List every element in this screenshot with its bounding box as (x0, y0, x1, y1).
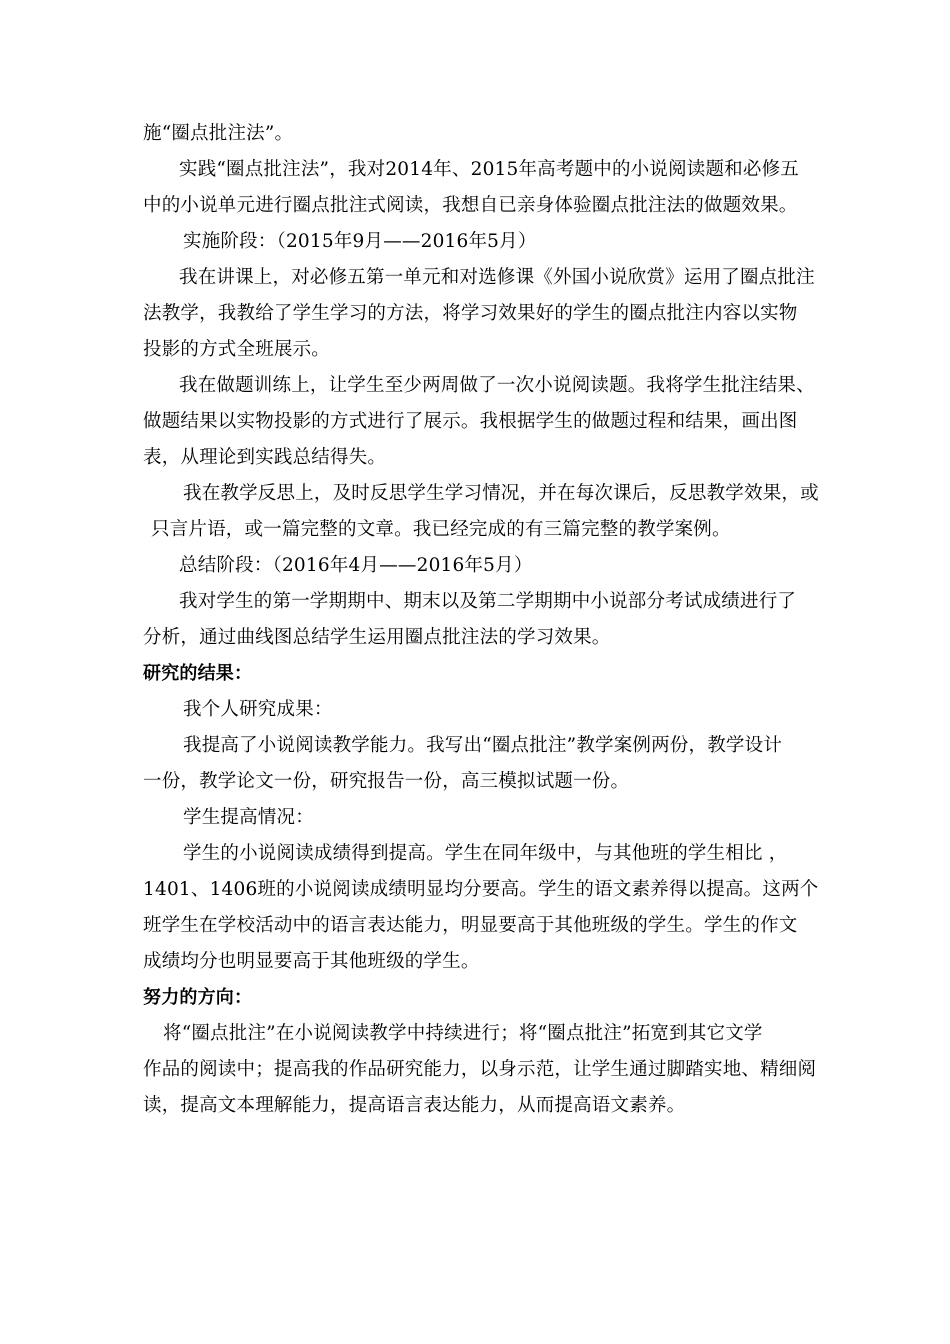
text-line: 1401、1406班的小说阅读成绩明显均分要高。学生的语文素养得以提高。这两个 (143, 879, 819, 900)
text-line: 法教学，我教给了学生学习的方法，将学习效果好的学生的圈点批注内容以实物 (143, 303, 798, 324)
section-heading-direction: 努力的方向： (143, 987, 253, 1008)
section-heading-results: 研究的结果： (143, 663, 253, 684)
text-line: 实践“圈点批注法”，我对2014年、2015年高考题中的小说阅读题和必修五 (179, 159, 799, 180)
text-line: 作品的阅读中；提高我的作品研究能力，以身示范，让学生通过脚踏实地、精细阅 (143, 1059, 817, 1080)
subheading-student-improvement: 学生提高情况： (183, 807, 314, 828)
text-line: 施“圈点批注法”。 (143, 123, 294, 144)
text-line: 我在教学反思上，及时反思学生学习情况，并在每次课后，反思教学效果，或 (183, 483, 819, 504)
text-line: 学生的小说阅读成绩得到提高。学生在同年级中，与其他班的学生相比 ， (183, 843, 788, 864)
text-line: 将“圈点批注”在小说阅读教学中持续进行；将“圈点批注”拓宽到其它文学 (163, 1023, 763, 1044)
text-line: 总结阶段：（2016年4月——2016年5月） (179, 555, 533, 576)
text-line: 只言片语，或一篇完整的文章。我已经完成的有三篇完整的教学案例。 (151, 519, 731, 540)
text-line: 成绩均分也明显要高于其他班级的学生。 (143, 951, 480, 972)
text-line: 中的小说单元进行圈点批注式阅读，我想自已亲身体验圈点批注法的做题效果。 (143, 195, 798, 216)
text-line: 做题结果以实物投影的方式进行了展示。我根据学生的做题过程和结果，画出图 (143, 411, 798, 432)
text-line: 我在做题训练上，让学生至少两周做了一次小说阅读题。我将学生批注结果、 (179, 375, 815, 396)
text-line: 实施阶段：（2015年9月——2016年5月） (183, 231, 537, 252)
text-line: 一份，教学论文一份，研究报告一份，高三模拟试题一份。 (143, 771, 630, 792)
subheading-personal-results: 我个人研究成果： (183, 699, 333, 720)
text-line: 表，从理论到实践总结得失。 (143, 447, 387, 468)
text-line: 我在讲课上，对必修五第一单元和对选修课《外国小说欣赏》运用了圈点批注 (179, 267, 815, 288)
text-line: 我提高了小说阅读教学能力。我写出“圈点批注”教学案例两份，教学设计 (183, 735, 783, 756)
text-line: 读，提高文本理解能力，提高语言表达能力，从而提高语文素养。 (143, 1095, 686, 1116)
document-body (143, 116, 823, 1124)
text-line: 班学生在学校活动中的语言表达能力，明显要高于其他班级的学生。学生的作文 (143, 915, 798, 936)
text-line: 分析，通过曲线图总结学生运用圈点批注法的学习效果。 (143, 627, 611, 648)
text-line: 投影的方式全班展示。 (143, 339, 331, 360)
text-line: 我对学生的第一学期期中、期末以及第二学期期中小说部分考试成绩进行了 (179, 591, 797, 612)
